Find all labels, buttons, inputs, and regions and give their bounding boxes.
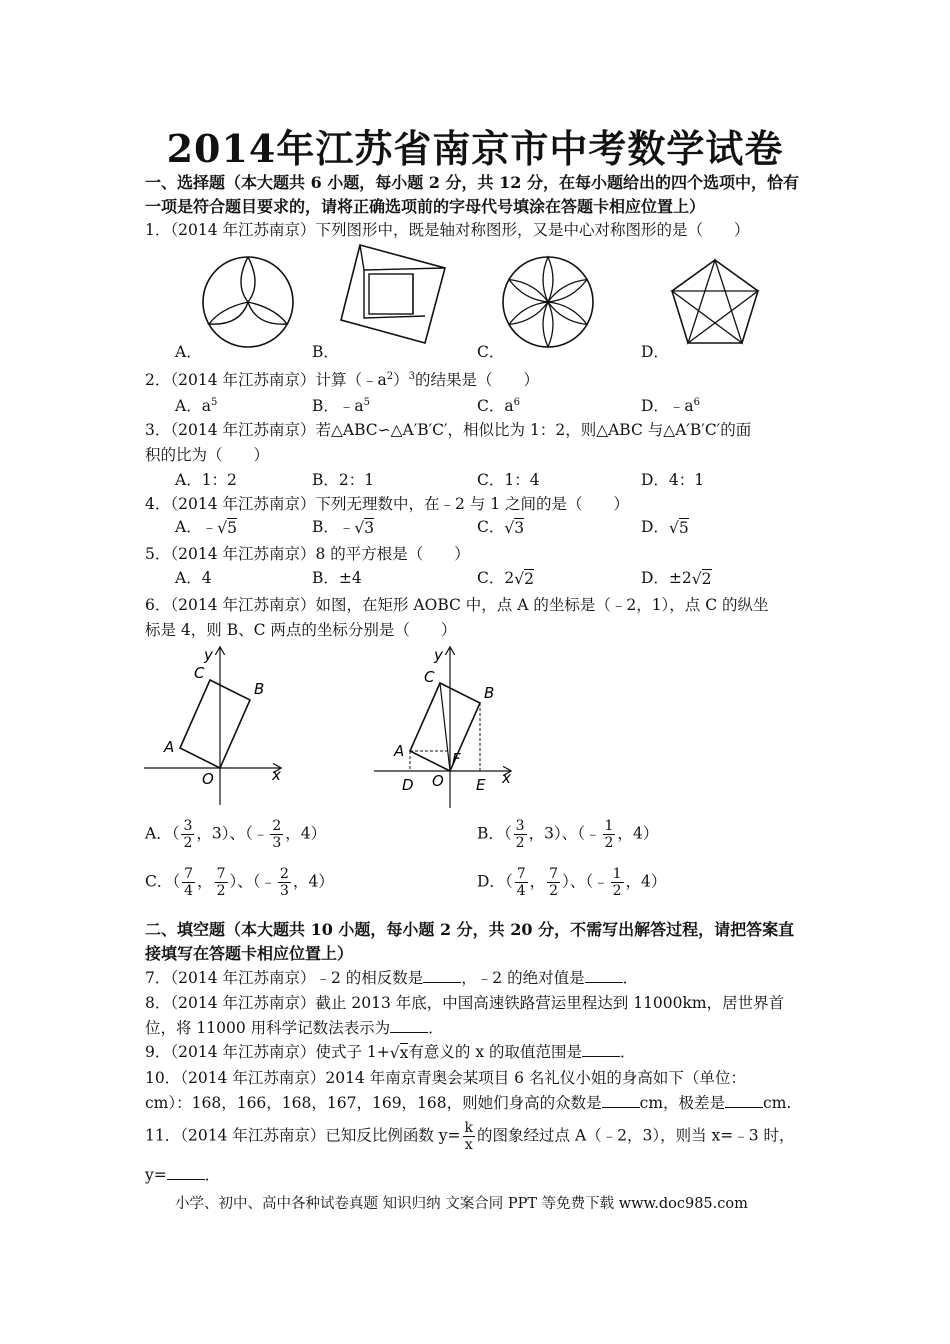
fraction: $\frac{7}{2}$ bbox=[549, 866, 559, 899]
section1-heading-line1: 一、选择题（本大题共 6 小题，每小题 2 分，共 12 分，在每小题给出的四个选项中，恰有 bbox=[145, 173, 799, 192]
fraction: $\frac{1}{2}$ bbox=[612, 866, 622, 899]
q2-option-b: B．$﹣a^5$ bbox=[312, 396, 371, 415]
point-label-f: F bbox=[452, 750, 461, 768]
page-footer: 小学、初中、高中各种试卷真题 知识归纳 文案合同 PPT 等免费下载 www.doc985.com bbox=[175, 1196, 748, 1212]
q1-label-b: B． bbox=[312, 343, 339, 361]
q4-option-c: C．√3 bbox=[477, 518, 525, 537]
q1-label-a: A． bbox=[175, 343, 202, 361]
fraction: $\frac{3}{2}$ bbox=[515, 818, 525, 851]
sqrt-symbol: √x bbox=[389, 1044, 409, 1062]
q4-option-d: D．√5 bbox=[641, 518, 689, 537]
sqrt-symbol: √3 bbox=[354, 519, 375, 537]
axis-label-x: x bbox=[272, 766, 281, 784]
figure-a-trefoil bbox=[203, 257, 293, 347]
fraction: $\frac{7}{4}$ bbox=[516, 866, 526, 899]
point-label-a: A bbox=[164, 738, 175, 756]
point-label-c: C bbox=[424, 668, 435, 686]
q9-stem: 9．（2014 年江苏南京）使式子 1+√x有意义的 x 的取值范围是 ． bbox=[145, 1043, 636, 1062]
fraction: $\frac{k}{x}$ bbox=[464, 1120, 474, 1153]
point-label-o: O bbox=[202, 770, 214, 788]
q3-option-b: B．2：1 bbox=[312, 471, 375, 489]
q6-figure-left bbox=[140, 640, 290, 810]
q6-stem-line1: 6．（2014 年江苏南京）如图，在矩形 AOBC 中，点 A 的坐标是（﹣2，1），点 C 的纵坐 bbox=[145, 596, 769, 614]
point-label-d: D bbox=[402, 776, 414, 794]
q7-stem: 7．（2014 年江苏南京）﹣2 的相反数是 ，﹣2 的绝对值是 ． bbox=[145, 969, 639, 987]
fraction: $\frac{7}{2}$ bbox=[216, 866, 226, 899]
sqrt-symbol: √2 bbox=[514, 570, 534, 588]
answer-blank bbox=[585, 968, 623, 983]
q6-option-d: D．（ $\frac{7}{4}$ ， $\frac{7}{2}$ ）、（﹣ $\frac{1}{2}$ ，4） bbox=[477, 866, 667, 899]
section2-heading-line1: 二、填空题（本大题共 10 小题，每小题 2 分，共 20 分，不需写出解答过程，请把答案直 bbox=[145, 920, 795, 939]
q1-label-d: D． bbox=[641, 343, 669, 361]
point-label-b: B bbox=[254, 680, 265, 698]
sqrt-symbol: √3 bbox=[504, 519, 525, 537]
answer-blank bbox=[725, 1093, 763, 1108]
q6-option-c: C．（ $\frac{7}{4}$ ， $\frac{7}{2}$ ）、（﹣ $\frac{2}{3}$ ，4） bbox=[145, 866, 334, 899]
q5-option-c: C．2√2 bbox=[477, 569, 534, 588]
fraction: $\frac{7}{4}$ bbox=[184, 866, 194, 899]
axis-label-y: y bbox=[434, 646, 443, 664]
q3-stem-line2: 积的比为（ ） bbox=[145, 446, 270, 464]
q2-option-d: D．$﹣a^6$ bbox=[641, 396, 701, 415]
figure-b-squares bbox=[341, 245, 445, 343]
q10-stem-line1: 10．（2014 年江苏南京）2014 年南京青奥会某项目 6 名礼仪小姐的身高如下（单位： bbox=[145, 1069, 746, 1087]
q4-stem: 4．（2014 年江苏南京）下列无理数中，在﹣2 与 1 之间的是（ ） bbox=[145, 495, 629, 513]
point-label-o: O bbox=[432, 772, 444, 790]
section1-heading-line2: 一项是符合题目要求的，请将正确选项前的字母代号填涂在答题卡相应位置上） bbox=[145, 197, 706, 216]
q6-option-a: A．（ $\frac{3}{2}$ ，3）、（﹣ $\frac{2}{3}$ ，4） bbox=[145, 818, 327, 851]
q5-option-b: B．±4 bbox=[312, 569, 362, 587]
axis-label-y: y bbox=[204, 646, 213, 664]
q6-figure-right bbox=[370, 640, 520, 810]
point-label-b: B bbox=[484, 684, 495, 702]
q4-option-b: B．﹣√3 bbox=[312, 518, 375, 537]
q1-stem: 1．（2014 年江苏南京）下列图形中，既是轴对称图形，又是中心对称图形的是（ ） bbox=[145, 221, 750, 239]
answer-blank bbox=[602, 1093, 640, 1108]
figure-d-pentagram bbox=[672, 260, 758, 343]
q3-stem-line1: 3．（2014 年江苏南京）若△ABC∽△A′B′C′，相似比为 1：2，则△ABC 与△A′B′C′的面 bbox=[145, 421, 752, 439]
answer-blank bbox=[167, 1165, 205, 1180]
point-label-e: E bbox=[476, 776, 486, 794]
q8-stem-line1: 8．（2014 年江苏南京）截止 2013 年底，中国高速铁路营运里程达到 11000km，居世界首 bbox=[145, 994, 785, 1012]
fraction: $\frac{3}{2}$ bbox=[183, 818, 193, 851]
point-label-a: A bbox=[394, 742, 405, 760]
q3-option-a: A．1：2 bbox=[175, 471, 237, 489]
q6-stem-line2: 标是 4，则 B、C 两点的坐标分别是（ ） bbox=[145, 621, 457, 639]
q10-stem-line2: cm）：168，166，168，167，169，168，则她们身高的众数是 cm，极差是 cm. bbox=[145, 1094, 792, 1112]
answer-blank bbox=[423, 968, 461, 983]
q2-stem: 2．（2014 年江苏南京）计算$(﹣a^2)^3$的结果是（ ） bbox=[145, 370, 540, 389]
axis-label-x: x bbox=[502, 769, 511, 787]
answer-blank bbox=[390, 1018, 428, 1033]
answer-blank bbox=[582, 1042, 620, 1057]
fraction: $\frac{2}{3}$ bbox=[272, 818, 282, 851]
q4-option-a: A．﹣√5 bbox=[175, 518, 237, 537]
point-label-c: C bbox=[194, 664, 205, 682]
fraction: $\frac{2}{3}$ bbox=[280, 866, 289, 899]
q6-option-b: B．（ $\frac{3}{2}$ ，3）、（﹣ $\frac{1}{2}$ ，4） bbox=[477, 818, 659, 851]
section2-heading-line2: 接填写在答题卡相应位置上） bbox=[145, 944, 354, 963]
figure-c-flower bbox=[503, 257, 593, 347]
q5-option-d: D．±2√2 bbox=[641, 569, 712, 588]
page-title: 2014年江苏省南京市中考数学试卷 bbox=[166, 126, 784, 171]
q5-option-a: A．4 bbox=[175, 569, 212, 587]
q2-option-c: C．$a^6$ bbox=[477, 396, 520, 415]
q2-option-a: A．$a^5$ bbox=[175, 396, 218, 415]
q1-label-c: C． bbox=[477, 343, 505, 361]
q11-stem-line2: y= ． bbox=[145, 1166, 221, 1184]
q3-option-d: D．4：1 bbox=[641, 471, 705, 489]
q5-stem: 5．（2014 年江苏南京）8 的平方根是（ ） bbox=[145, 545, 470, 563]
sqrt-symbol: √2 bbox=[691, 570, 712, 588]
sqrt-symbol: √5 bbox=[668, 519, 689, 537]
q11-stem: 11．（2014 年江苏南京）已知反比例函数 y= $\frac{k}{x}$ 的图象经过点 A（﹣2，3），则当 x=﹣3 时， bbox=[145, 1120, 795, 1153]
sqrt-symbol: √5 bbox=[217, 519, 237, 537]
q3-option-c: C．1：4 bbox=[477, 471, 540, 489]
fraction: $\frac{1}{2}$ bbox=[604, 818, 614, 851]
q8-stem-line2: 位，将 11000 用科学记数法表示为 ． bbox=[145, 1019, 444, 1037]
